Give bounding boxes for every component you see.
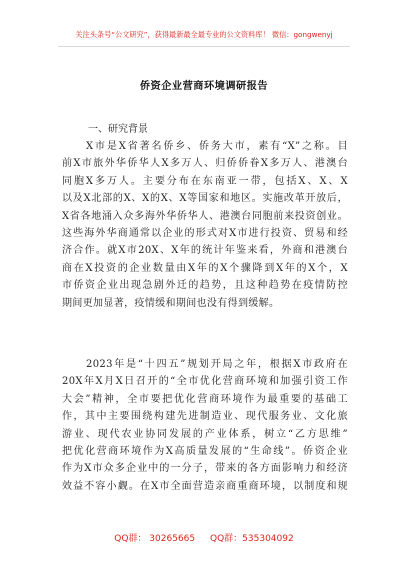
text-line: 济合作。就X市20X、X年的统计年鉴来看，外商和港澳台 (62, 245, 348, 257)
header-banner: 关注头条号“公文研究”，获得最新最全最专业的公文资料库！ 微信：gongwenyj (75, 30, 333, 39)
text-line: 效益不容小觑。在X市全面营造亲商重商环境，以制度和规 (62, 480, 348, 492)
text-line: X市是X省著名侨乡、侨务大市，素有“X”之称。目 (86, 141, 348, 152)
text-line: 作为X市众多企业中的一分子，带来的各方面影响力和经济 (62, 463, 348, 475)
text-line: 前X市旅外华侨华人X多万人、归侨侨眷X多万人、港澳台 (62, 158, 348, 170)
text-line: 市侨资企业出现急剧外迁的趋势，且这种趋势在疫情防控 (62, 280, 348, 292)
footer-qq-group-2: QQ群：535304092 (210, 534, 294, 544)
paragraph-policy-context (62, 356, 348, 495)
text-line: 把优化营商环境作为X高质量发展的“生命线”。侨资企业 (62, 445, 348, 457)
text-line: 商在X投资的企业数量由X年的X个骤降到X年的X个，X (62, 262, 348, 274)
text-line: 2023年是“十四五”规划开局之年，根据X市政府在 (86, 359, 348, 370)
footer-contact (0, 531, 408, 544)
footer-qq-group-1: QQ群： 30265665 (114, 534, 196, 544)
paragraph-research-background (62, 138, 348, 312)
header-divider (58, 46, 350, 47)
text-line: 同胞X多万人。主要分布在东南亚一带，包括X、X、X (62, 175, 348, 187)
text-line: 游业、现代农业协同发展的产业体系，树立“乙方思维” (62, 428, 348, 440)
section-heading: 一、研究背景 (88, 124, 148, 135)
text-line: X省各地涌入众多海外华侨华人、港澳台同胞前来投资创业。 (62, 210, 348, 222)
text-line: 期间更加显著，疫情缓和期间也没有得到缓解。 (62, 297, 280, 309)
text-line: 作，其中主要围绕构建先进制造业、现代服务业、文化旅 (62, 411, 348, 423)
text-line: 20X年X月X日召开的“全市优化营商环境和加强引资工作 (62, 376, 348, 388)
text-line: 以及X北部的X、X的X、X等国家和地区。实施改革开放后， (62, 193, 348, 205)
document-title: 侨资企业营商环境调研报告 (139, 80, 269, 92)
text-line: 这些海外华商通常以企业的形式对X市进行投资、贸易和经 (62, 227, 348, 239)
text-line: 大会”精神，全市要把优化营商环境作为最重要的基础工 (62, 393, 348, 405)
